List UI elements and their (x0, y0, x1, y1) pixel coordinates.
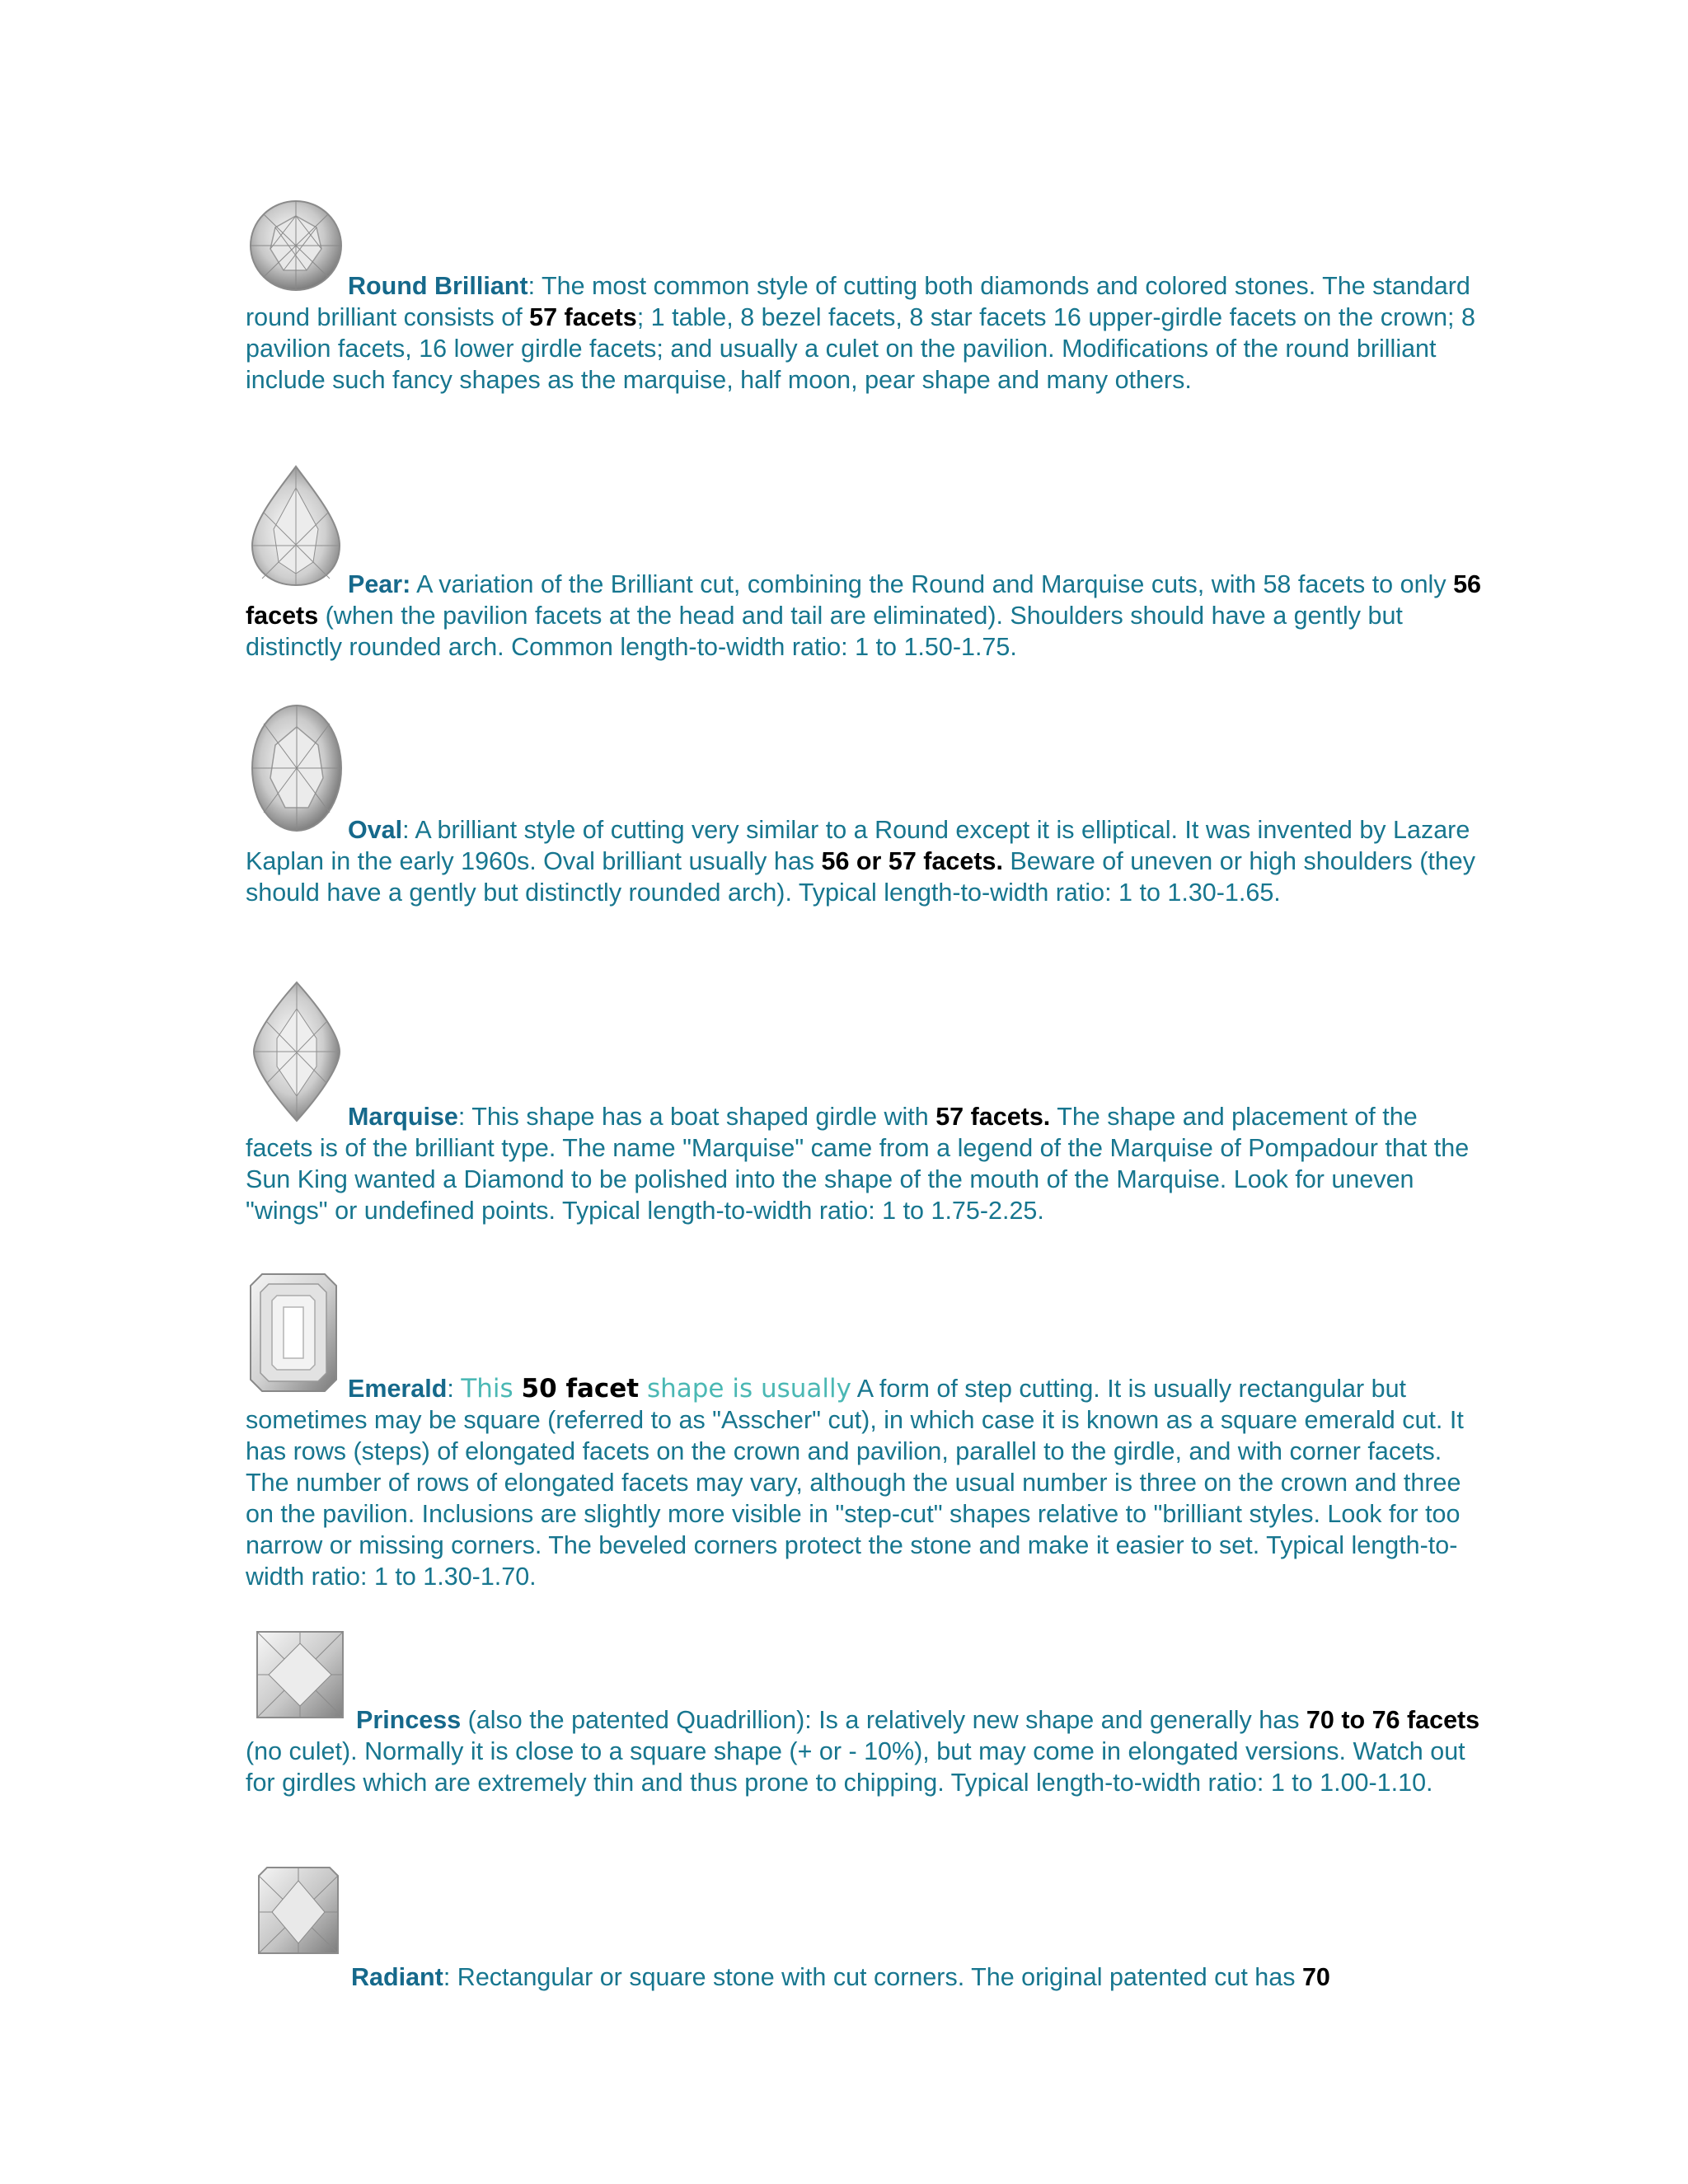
description-text: (no culet). Normally it is close to a square shape (+ or - 10%), but may come in elongated versions. Watch out for girdles which are extremely thin and thus prone to chipping. Typical length-to-width ratio: 1 to 1.00-1.10. (246, 1737, 1465, 1797)
facet-count: 50 facet (521, 1374, 640, 1404)
round-brilliant-entry (246, 270, 1482, 396)
facet-count: 57 facets. (935, 1103, 1051, 1131)
description-text: shape is usually (639, 1374, 851, 1404)
emerald-entry (246, 1373, 1482, 1592)
marquise-entry (246, 1101, 1482, 1226)
shape-name: Radiant (351, 1963, 443, 1991)
description-text: : The most common style of cutting both diamonds and colored stones. The standard round brilliant consists of (246, 272, 1470, 331)
description-text: A variation of the Brilliant cut, combining the Round and Marquise cuts, with 58 facets to only (410, 570, 1454, 598)
pear-entry (246, 569, 1482, 663)
description-text: : Rectangular or square stone with cut corners. The original patented cut has (443, 1963, 1302, 1991)
entry-paragraph (246, 814, 1482, 908)
shape-name: Emerald (348, 1375, 448, 1403)
oval-entry (246, 814, 1482, 908)
description-text: : (447, 1375, 462, 1403)
entry-paragraph (246, 569, 1482, 663)
entry-paragraph (246, 1961, 1482, 1993)
description-text: The shape and placement of the facets is of the brilliant type. The name "Marquise" came from a legend of the Marquise of Pompadour that the Sun King wanted a Diamond to be polished into the shape of the mouth of the Marquise. Look for uneven "wings" or undefined points. Typical length-to-width ratio: 1 to 1.75-2.25. (246, 1103, 1470, 1225)
description-text: (also the patented Quadrillion): Is a relatively new shape and generally has (461, 1706, 1306, 1734)
entry-paragraph (246, 1101, 1482, 1226)
description-text: (when the pavilion facets at the head and tail are eliminated). Shoulders should have a gently but distinctly rounded arch. Common length-to-width ratio: 1 to 1.50-1.75. (246, 602, 1403, 661)
facet-count: 56 or 57 facets. (821, 847, 1003, 875)
shape-name: Princess (356, 1706, 462, 1734)
entry-paragraph (246, 270, 1482, 396)
facet-count: 57 facets (529, 303, 637, 331)
entry-paragraph (246, 1373, 1482, 1592)
shape-name: Round Brilliant (348, 272, 528, 300)
description-text: A form of step cutting. It is usually rectangular but sometimes may be square (referred to as "Asscher" cut), in which case it is known as a square emerald cut. It has rows (steps) of elongated facets on the crown and pavilion, parallel to the girdle, and with corner facets. The number of rows of elongated facets may vary, although the usual number is three on the crown and three on the pavilion. Inclusions are slightly more visible in "step-cut" shapes relative to "brilliant styles. Look for too narrow or missing corners. The beveled corners protect the stone and make it easier to set. Typical length-to-width ratio: 1 to 1.30-1.70. (246, 1375, 1464, 1591)
shape-name: Marquise (348, 1103, 458, 1131)
description-text: : A brilliant style of cutting very similar to a Round except it is elliptical. It was invented by Lazare Kaplan in the early 1960s. Oval brilliant usually has (246, 816, 1470, 875)
entry-paragraph (246, 1704, 1482, 1798)
princess-entry (246, 1704, 1482, 1798)
description-text: This (461, 1374, 522, 1404)
description-text: Beware of uneven or high shoulders (they should have a gently but distinctly rounded arch). Typical length-to-width ratio: 1 to 1.30-1.65. (246, 847, 1476, 907)
radiant-diamond-icon (256, 1864, 341, 1955)
radiant-entry (246, 1961, 1482, 1993)
shape-name: Oval (348, 816, 403, 844)
facet-count: 70 (1301, 1963, 1330, 1991)
shape-name: Pear: (348, 570, 411, 598)
facet-count: 56 facets (246, 570, 1481, 630)
description-text: : This shape has a boat shaped girdle with (457, 1103, 936, 1131)
description-text: ; 1 table, 8 bezel facets, 8 star facets 16 upper-girdle facets on the crown; 8 pavilion facets, 16 lower girdle facets; and usually a culet on the pavilion. Modifications of the round brilliant include such fancy shapes as the marquise, half moon, pear shape and many others. (246, 303, 1475, 394)
facet-count: 70 to 76 facets (1306, 1706, 1480, 1734)
